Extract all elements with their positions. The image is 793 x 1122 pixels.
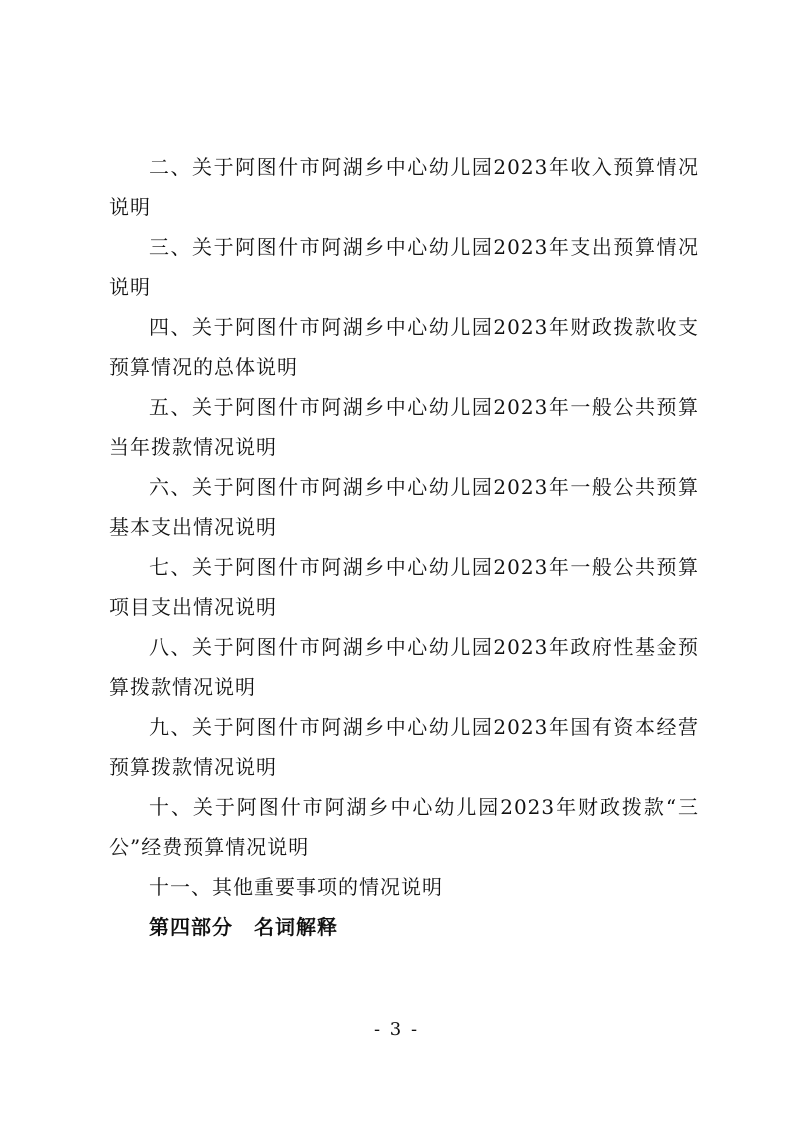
toc-entry-continuation: 当年拨款情况说明	[109, 435, 277, 459]
toc-entry-continuation: 说明	[109, 275, 151, 299]
toc-entry-continuation: 预算情况的总体说明	[109, 355, 298, 379]
toc-entry	[109, 547, 699, 627]
toc-entry-continuation: 公”经费预算情况说明	[109, 835, 310, 859]
toc-entry-line: 三、关于阿图什市阿湖乡中心幼儿园2023年支出预算情况	[149, 235, 699, 259]
toc-entry-line: 五、关于阿图什市阿湖乡中心幼儿园2023年一般公共预算	[149, 395, 699, 419]
toc-entry	[109, 307, 699, 387]
toc-entry	[109, 467, 699, 547]
toc-entry	[109, 147, 699, 227]
toc-entry-continuation: 说明	[109, 195, 151, 219]
toc-entry-line: 八、关于阿图什市阿湖乡中心幼儿园2023年政府性基金预	[149, 635, 699, 659]
toc-entry-line: 九、关于阿图什市阿湖乡中心幼儿园2023年国有资本经营	[149, 715, 699, 739]
part-heading: 第四部分 名词解释	[149, 915, 338, 939]
toc-entry-line: 二、关于阿图什市阿湖乡中心幼儿园2023年收入预算情况	[149, 155, 699, 179]
toc-entry	[109, 707, 699, 787]
toc-entry	[109, 787, 699, 867]
toc-entry-line: 四、关于阿图什市阿湖乡中心幼儿园2023年财政拨款收支	[149, 315, 699, 339]
toc-entry	[109, 867, 699, 907]
toc-entry-line: 十一、其他重要事项的情况说明	[149, 875, 443, 899]
page-number: - 3 -	[373, 1019, 420, 1040]
toc-entry-continuation: 算拨款情况说明	[109, 675, 256, 699]
toc-entry-continuation: 基本支出情况说明	[109, 515, 277, 539]
toc-entry	[109, 227, 699, 307]
table-of-contents	[109, 147, 699, 947]
toc-entry	[109, 627, 699, 707]
toc-entry-line: 六、关于阿图什市阿湖乡中心幼儿园2023年一般公共预算	[149, 475, 699, 499]
toc-entry-line: 七、关于阿图什市阿湖乡中心幼儿园2023年一般公共预算	[149, 555, 699, 579]
toc-entry	[109, 387, 699, 467]
toc-entry-line: 十、关于阿图什市阿湖乡中心幼儿园2023年财政拨款“三	[149, 795, 699, 819]
toc-entry-continuation: 预算拨款情况说明	[109, 755, 277, 779]
toc-entry-continuation: 项目支出情况说明	[109, 595, 277, 619]
